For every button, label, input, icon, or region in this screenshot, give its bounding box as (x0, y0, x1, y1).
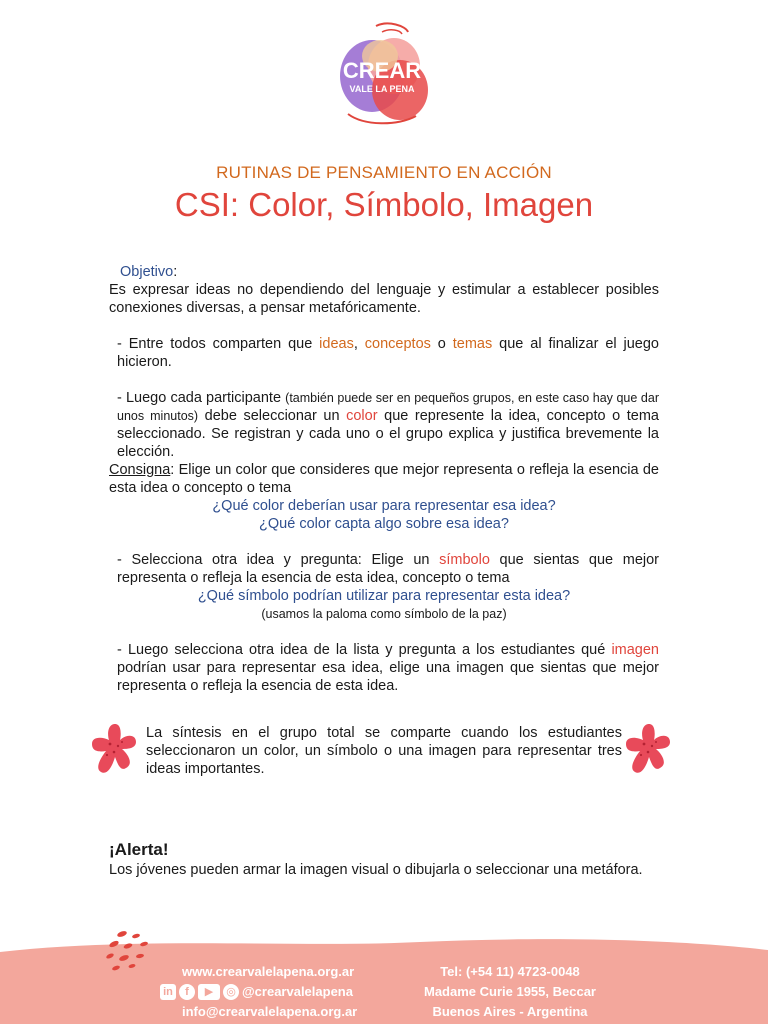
logo-word: CREAR (342, 58, 422, 83)
keyword-imagen: imagen (611, 642, 659, 658)
color-question-2: ¿Qué color capta algo sobre esa idea? (259, 516, 509, 532)
flower-icon (90, 722, 140, 778)
decorative-dots-icon (102, 928, 158, 972)
linkedin-icon[interactable]: in (160, 984, 176, 1000)
page-title: CSI: Color, Símbolo, Imagen (174, 186, 594, 223)
consigna: Consigna: Elige un color que consideres que mejor representa o refleja la esencia de esta idea o concepto o tema (109, 462, 659, 496)
objective-label: Objetivo (120, 264, 174, 280)
email-link[interactable]: info@crearvalelapena.org.ar (182, 1004, 358, 1019)
summary-text: La síntesis en el grupo total se comparte cuando los estudiantes seleccionaron un color, un símbolo o una imagen para representar tres ideas importantes. (146, 725, 622, 777)
phone-number: Tel: (+54 11) 4723-0048 (440, 964, 580, 979)
alert-title: ¡Alerta! (109, 840, 169, 859)
symbol-note: (usamos la paloma como símbolo de la paz) (261, 607, 507, 621)
step-4: - Luego selecciona otra idea de la lista y pregunta a los estudiantes qué imagen podrían usar para representar esa idea, elige una imagen que sientas que mejor representa o refleja la esencia de esta idea. (117, 642, 659, 694)
symbol-question: ¿Qué símbolo podrían utilizar para representar esta idea? (197, 588, 571, 604)
consigna-label: Consigna (109, 462, 171, 478)
document-body (109, 263, 659, 695)
youtube-icon[interactable]: ▶ (198, 984, 220, 1000)
footer-contact-right (410, 962, 610, 1022)
page-subtitle: RUTINAS DE PENSAMIENTO EN ACCIÓN (216, 163, 552, 182)
city-country: Buenos Aires - Argentina (432, 1004, 588, 1019)
social-row (160, 982, 390, 1002)
social-handle[interactable]: @crearvalelapena (242, 984, 353, 999)
flower-icon (624, 722, 674, 778)
instagram-icon[interactable]: ◎ (223, 984, 239, 1000)
objective-heading (109, 263, 659, 281)
keyword-temas: temas (452, 336, 493, 352)
facebook-icon[interactable]: f (179, 984, 195, 1000)
objective-text: Es expresar ideas no dependiendo del lenguaje y estimular a establecer posibles conexiones diversas, a pensar metafóricamente. (109, 282, 659, 316)
color-question-1: ¿Qué color deberían usar para representar esa idea? (212, 498, 556, 514)
step-2-aside: (también puede ser en pequeños grupos, en este caso hay que dar unos minutos) (117, 391, 660, 423)
crear-logo (328, 22, 440, 134)
objective-colon: : (173, 264, 178, 280)
logo-tagline: VALE LA PENA (349, 84, 415, 94)
step-1: - Entre todos comparten que ideas, conceptos o temas que al finalizar el juego hicieron. (117, 336, 659, 370)
step-3: - Selecciona otra idea y pregunta: Elige un símbolo que sientas que mejor representa o refleja la esencia de esta idea, concepto o tema (117, 552, 659, 586)
keyword-ideas: ideas (319, 336, 354, 352)
keyword-color: color (346, 408, 378, 424)
keyword-simbolo: símbolo (439, 552, 490, 568)
alert-text: Los jóvenes pueden armar la imagen visual o dibujarla o seleccionar una metáfora. (109, 862, 643, 878)
keyword-conceptos: conceptos (364, 336, 431, 352)
street-address: Madame Curie 1955, Beccar (424, 984, 596, 999)
step-2: - Luego cada participante (también puede ser en pequeños grupos, en este caso hay que dar unos minutos) debe seleccionar un color que represente la idea, concepto o tema seleccionado. Se registran y cada uno o el grupo explica y justifica brevemente la elección. (117, 390, 660, 460)
footer-contact-left (160, 962, 390, 1022)
website-link[interactable]: www.crearvalelapena.org.ar (182, 964, 355, 979)
